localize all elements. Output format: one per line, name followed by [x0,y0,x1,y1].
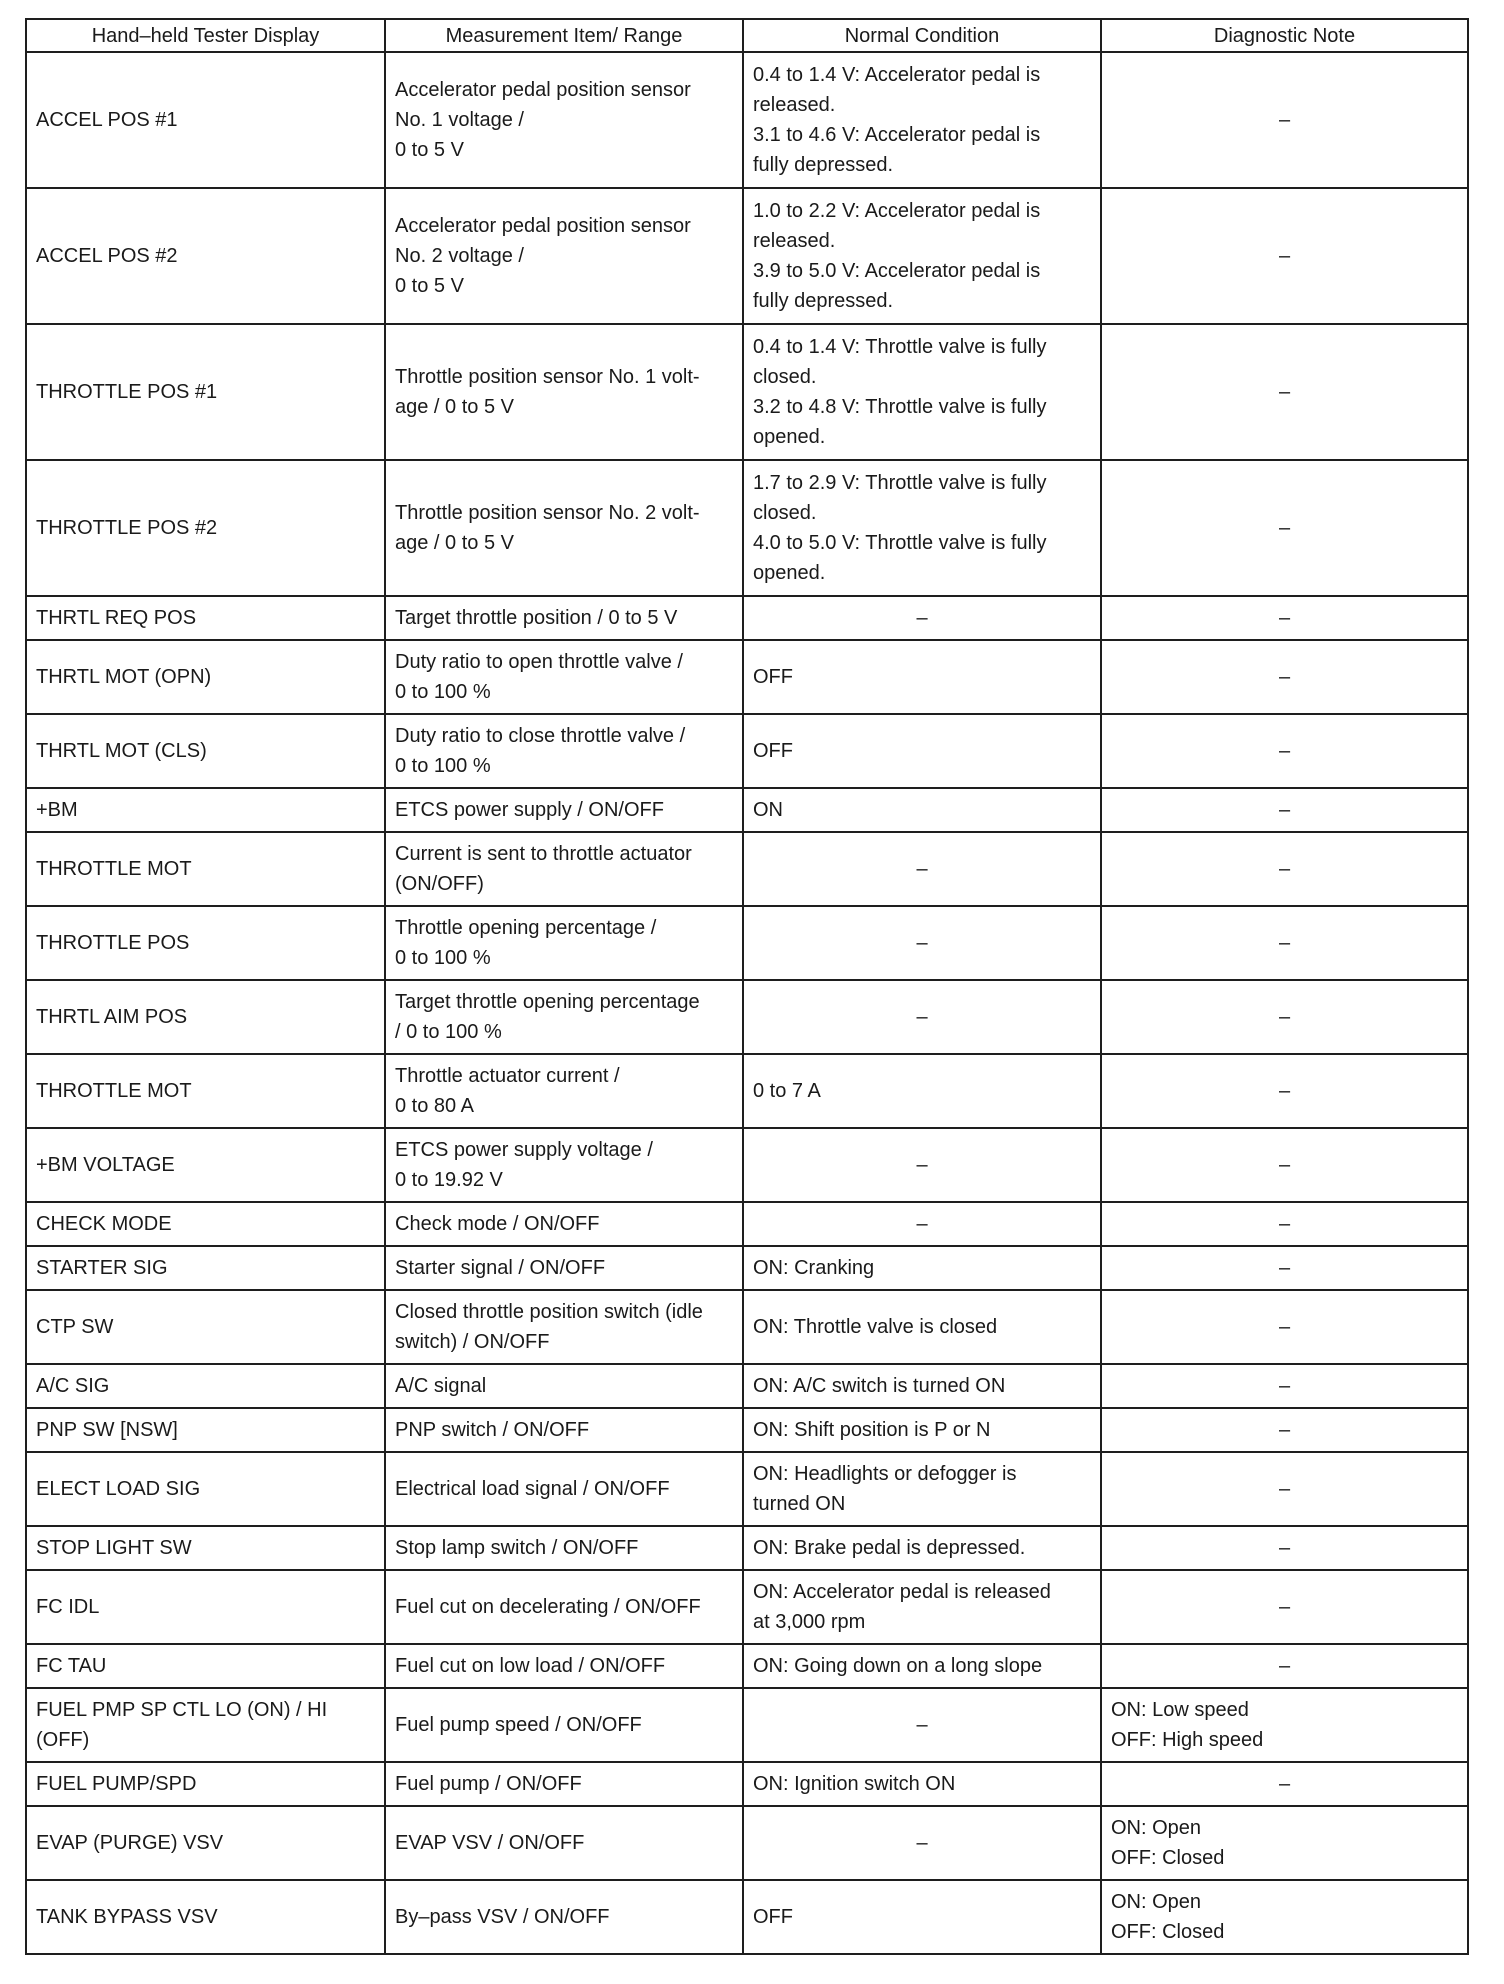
cell-tester-display: STOP LIGHT SW [26,1526,385,1570]
cell-normal-condition: ON: Headlights or defogger is turned ON [743,1452,1101,1526]
cell-measurement-item: Target throttle opening percentage / 0 to 100 % [385,980,743,1054]
cell-normal-condition: ON: Brake pedal is depressed. [743,1526,1101,1570]
cell-normal-condition: ON: Accelerator pedal is released at 3,000 rpm [743,1570,1101,1644]
table-row [26,640,1468,714]
cell-measurement-item: PNP switch / ON/OFF [385,1408,743,1452]
cell-normal-condition: 0 to 7 A [743,1054,1101,1128]
cell-normal-condition: – [743,1688,1101,1762]
cell-tester-display: ACCEL POS #1 [26,52,385,188]
cell-diagnostic-note: – [1101,52,1468,188]
cell-diagnostic-note: – [1101,788,1468,832]
cell-diagnostic-note: – [1101,596,1468,640]
table-row [26,1526,1468,1570]
cell-diagnostic-note: – [1101,1364,1468,1408]
cell-tester-display: STARTER SIG [26,1246,385,1290]
cell-measurement-item: Throttle position sensor No. 2 volt- age / 0 to 5 V [385,460,743,596]
table-row [26,1408,1468,1452]
table-row [26,906,1468,980]
cell-normal-condition: OFF [743,640,1101,714]
cell-diagnostic-note: ON: Low speed OFF: High speed [1101,1688,1468,1762]
cell-tester-display: THRTL AIM POS [26,980,385,1054]
table-row [26,980,1468,1054]
cell-diagnostic-note: – [1101,1408,1468,1452]
cell-measurement-item: ETCS power supply voltage / 0 to 19.92 V [385,1128,743,1202]
cell-tester-display: FUEL PUMP/SPD [26,1762,385,1806]
cell-tester-display: THRTL MOT (OPN) [26,640,385,714]
cell-tester-display: PNP SW [NSW] [26,1408,385,1452]
cell-tester-display: THROTTLE POS #2 [26,460,385,596]
header-tester-display: Hand–held Tester Display [26,19,385,52]
cell-normal-condition: – [743,1806,1101,1880]
cell-diagnostic-note: – [1101,1452,1468,1526]
table-row [26,1054,1468,1128]
cell-normal-condition: ON [743,788,1101,832]
table-row [26,1688,1468,1762]
table-row [26,324,1468,460]
cell-tester-display: CTP SW [26,1290,385,1364]
cell-measurement-item: Fuel cut on decelerating / ON/OFF [385,1570,743,1644]
cell-diagnostic-note: – [1101,324,1468,460]
cell-tester-display: THROTTLE MOT [26,1054,385,1128]
table-row [26,52,1468,188]
table-row [26,832,1468,906]
cell-tester-display: FUEL PMP SP CTL LO (ON) / HI (OFF) [26,1688,385,1762]
table-row [26,1290,1468,1364]
cell-normal-condition: – [743,596,1101,640]
cell-diagnostic-note: – [1101,1570,1468,1644]
cell-measurement-item: Fuel pump / ON/OFF [385,1762,743,1806]
cell-normal-condition: OFF [743,1880,1101,1954]
cell-measurement-item: Closed throttle position switch (idle switch) / ON/OFF [385,1290,743,1364]
cell-diagnostic-note: ON: Open OFF: Closed [1101,1806,1468,1880]
table-row [26,1762,1468,1806]
cell-tester-display: FC IDL [26,1570,385,1644]
table-row [26,788,1468,832]
cell-diagnostic-note: – [1101,1290,1468,1364]
table-row [26,1644,1468,1688]
cell-diagnostic-note: – [1101,188,1468,324]
table-row [26,1880,1468,1954]
cell-measurement-item: Accelerator pedal position sensor No. 2 voltage / 0 to 5 V [385,188,743,324]
cell-measurement-item: Stop lamp switch / ON/OFF [385,1526,743,1570]
cell-diagnostic-note: – [1101,1202,1468,1246]
cell-diagnostic-note: – [1101,714,1468,788]
document-page [25,18,1467,1955]
cell-diagnostic-note: – [1101,906,1468,980]
cell-normal-condition: 1.7 to 2.9 V: Throttle valve is fully closed. 4.0 to 5.0 V: Throttle valve is fully opened. [743,460,1101,596]
cell-measurement-item: Electrical load signal / ON/OFF [385,1452,743,1526]
cell-tester-display: EVAP (PURGE) VSV [26,1806,385,1880]
cell-diagnostic-note: ON: Open OFF: Closed [1101,1880,1468,1954]
cell-diagnostic-note: – [1101,832,1468,906]
cell-tester-display: CHECK MODE [26,1202,385,1246]
cell-tester-display: THROTTLE POS #1 [26,324,385,460]
table-row [26,1570,1468,1644]
table-row [26,596,1468,640]
cell-tester-display: FC TAU [26,1644,385,1688]
table-header-row [26,19,1468,52]
cell-diagnostic-note: – [1101,640,1468,714]
cell-tester-display: ELECT LOAD SIG [26,1452,385,1526]
cell-diagnostic-note: – [1101,460,1468,596]
cell-measurement-item: By–pass VSV / ON/OFF [385,1880,743,1954]
cell-measurement-item: Throttle actuator current / 0 to 80 A [385,1054,743,1128]
cell-tester-display: TANK BYPASS VSV [26,1880,385,1954]
cell-measurement-item: Throttle position sensor No. 1 volt- age / 0 to 5 V [385,324,743,460]
cell-diagnostic-note: – [1101,1054,1468,1128]
cell-normal-condition: ON: A/C switch is turned ON [743,1364,1101,1408]
cell-measurement-item: EVAP VSV / ON/OFF [385,1806,743,1880]
table-row [26,460,1468,596]
table-row [26,1128,1468,1202]
table-body [26,52,1468,1954]
cell-measurement-item: Check mode / ON/OFF [385,1202,743,1246]
cell-normal-condition: – [743,906,1101,980]
cell-diagnostic-note: – [1101,1762,1468,1806]
cell-normal-condition: ON: Ignition switch ON [743,1762,1101,1806]
cell-tester-display: +BM [26,788,385,832]
cell-diagnostic-note: – [1101,1526,1468,1570]
cell-normal-condition: ON: Cranking [743,1246,1101,1290]
cell-tester-display: THROTTLE MOT [26,832,385,906]
table-row [26,1246,1468,1290]
cell-diagnostic-note: – [1101,980,1468,1054]
table-row [26,1806,1468,1880]
cell-tester-display: +BM VOLTAGE [26,1128,385,1202]
cell-diagnostic-note: – [1101,1246,1468,1290]
cell-normal-condition: – [743,1202,1101,1246]
table-row [26,1452,1468,1526]
cell-normal-condition: – [743,980,1101,1054]
cell-tester-display: A/C SIG [26,1364,385,1408]
cell-tester-display: THRTL REQ POS [26,596,385,640]
cell-tester-display: THROTTLE POS [26,906,385,980]
cell-normal-condition: 1.0 to 2.2 V: Accelerator pedal is released. 3.9 to 5.0 V: Accelerator pedal is fully depressed. [743,188,1101,324]
diagnostic-data-table [25,18,1469,1955]
header-measurement-item: Measurement Item/ Range [385,19,743,52]
cell-measurement-item: A/C signal [385,1364,743,1408]
cell-diagnostic-note: – [1101,1644,1468,1688]
table-row [26,714,1468,788]
table-row [26,1202,1468,1246]
cell-normal-condition: OFF [743,714,1101,788]
cell-measurement-item: Current is sent to throttle actuator (ON/OFF) [385,832,743,906]
cell-normal-condition: 0.4 to 1.4 V: Accelerator pedal is released. 3.1 to 4.6 V: Accelerator pedal is fully depressed. [743,52,1101,188]
cell-normal-condition: ON: Throttle valve is closed [743,1290,1101,1364]
cell-normal-condition: ON: Going down on a long slope [743,1644,1101,1688]
cell-measurement-item: Accelerator pedal position sensor No. 1 voltage / 0 to 5 V [385,52,743,188]
cell-measurement-item: Duty ratio to open throttle valve / 0 to 100 % [385,640,743,714]
cell-diagnostic-note: – [1101,1128,1468,1202]
cell-measurement-item: Starter signal / ON/OFF [385,1246,743,1290]
cell-measurement-item: Throttle opening percentage / 0 to 100 % [385,906,743,980]
cell-tester-display: THRTL MOT (CLS) [26,714,385,788]
cell-normal-condition: – [743,1128,1101,1202]
header-normal-condition: Normal Condition [743,19,1101,52]
cell-normal-condition: ON: Shift position is P or N [743,1408,1101,1452]
cell-measurement-item: Duty ratio to close throttle valve / 0 to 100 % [385,714,743,788]
cell-normal-condition: – [743,832,1101,906]
cell-measurement-item: ETCS power supply / ON/OFF [385,788,743,832]
cell-measurement-item: Fuel cut on low load / ON/OFF [385,1644,743,1688]
table-row [26,1364,1468,1408]
cell-tester-display: ACCEL POS #2 [26,188,385,324]
cell-normal-condition: 0.4 to 1.4 V: Throttle valve is fully closed. 3.2 to 4.8 V: Throttle valve is fully opened. [743,324,1101,460]
header-diagnostic-note: Diagnostic Note [1101,19,1468,52]
table-row [26,188,1468,324]
cell-measurement-item: Target throttle position / 0 to 5 V [385,596,743,640]
cell-measurement-item: Fuel pump speed / ON/OFF [385,1688,743,1762]
